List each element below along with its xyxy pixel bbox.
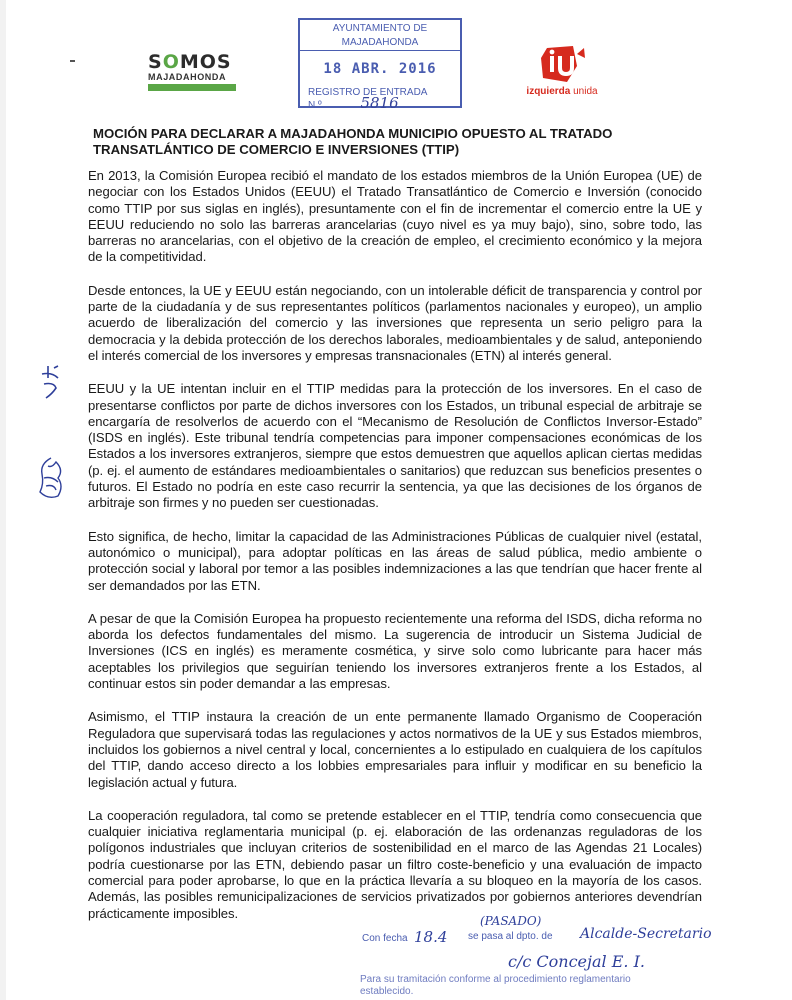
motion-title: MOCIÓN PARA DECLARAR A MAJADAHONDA MUNICIPIO OPUESTO AL TRATADO TRANSATLÁNTICO DE COMERCIO E INVERSIONES (TTIP) — [93, 126, 613, 157]
paragraph-6: Asimismo, el TTIP instaura la creación de un ente permanente llamado Organismo de Cooperación Reguladora que supervisará todas las regulaciones y actos normativos de la UE y sus Estados miembros, incluidos los gobiernos a nivel central y local, concernientes a lo estipulado en cualquiera de los capítulos del TTIP, dando acceso directo a los lobbies empresariales para influir y modificar en su beneficio la legislación actual y futura. — [88, 709, 702, 790]
paragraph-3: EEUU y la UE intentan incluir en el TTIP medidas para la protección de los inversores. En el caso de presentarse conflictos por parte de dichos inversores con los Estados, un tribunal especial de arbitraje se encargaría de resolverlos de acuerdo con el “Mecanismo de Resolución de Conflictos Inversor-Estado” (ISDS en inglés). Este tribunal tendría competencias para imponer compensaciones económicas de los Estados a los inversores extranjeros, siempre que estos demuestren que aquellos aplican ciertas medidas (p. ej. el aumento de estándares medioambientales o sanitarios) que reduzcan sus beneficios presentes o futuros. El Estado no podría en este caso recurrir la sentencia, ya que las decisiones de los órganos de arbitraje son firmes y no pueden ser cuestionadas. — [88, 381, 702, 511]
somos-logo-city: MAJADAHONDA — [148, 72, 227, 82]
registry-stamp — [298, 18, 462, 112]
footer-hand-cc: c/c Concejal E. I. — [508, 952, 645, 971]
iu-logo-caption: izquierda unida — [526, 86, 598, 97]
somos-logo-bar — [148, 84, 236, 91]
footer-hand-pasado: (PASADO) — [480, 914, 542, 928]
margin-signature-mark — [34, 456, 68, 502]
paragraph-7: La cooperación reguladora, tal como se pretende establecer en el TTIP, tendría como consecuencia que cualquier iniciativa reglamentaria municipal (p. ej. elaboración de las ordenanzas reguladoras de los polígonos industriales que incluyan criterios de sostenibilidad en el marco de las Agendas 21 Locales) podría cuestionarse por las ETN, debiendo pasar un filtro coste-beneficio y una evaluación de impacto comercial para poder aprobarse, lo que en la práctica llevaría a su bloqueo en la mayoría de los casos. Además, las posibles remunicipalizaciones de servicios privatizados por gobiernos anteriores devendrían prácticamente imposibles. — [88, 807, 702, 921]
footer-hand-recipient: Alcalde-Secretario — [580, 926, 712, 942]
stamp-register-label: REGISTRO DE ENTRADA — [308, 87, 428, 98]
paragraph-1: En 2013, la Comisión Europea recibió el mandato de los estados miembros de la Unión Europea (UE) de negociar con los Estados Unidos (EEUU) el Tratado Transatlántico de Comercio e Inversión (conocido como TTIP por sus siglas en inglés), presuntamente con el fin de incrementar el comercio entre la UE y EEUU reduciendo no solo las barreras arancelarias (cuyo nivel es ya muy bajo), sino, sobre todo, las barreras no arancelarias, con el objetivo de la creación de empleo, el crecimiento económico y la mejora de la competitividad. — [88, 168, 702, 265]
scan-speck — [70, 60, 75, 62]
footer-stamp-prefix: Con fecha — [362, 933, 408, 944]
stamp-number-value: 5816 — [360, 94, 399, 112]
izquierda-unida-logo — [522, 44, 602, 97]
stamp-number-row — [300, 94, 460, 112]
stamp-number-label: N.º — [308, 100, 322, 111]
margin-initials-mark — [38, 364, 64, 400]
footer-stamp-dept: se pasa al dpto. de — [468, 931, 553, 942]
somos-logo-name: SOMOS — [148, 51, 232, 73]
footer-stamp-established: establecido. — [360, 986, 414, 997]
scan-edge — [0, 0, 6, 1000]
footer-hand-date: 18.4 — [414, 928, 448, 946]
somos-majadahonda-logo — [148, 52, 244, 91]
motion-body — [88, 168, 702, 939]
footer-stamp-procedure: Para su tramitación conforme al procedimiento reglamentario — [360, 974, 631, 985]
stamp-municipality: AYUNTAMIENTO DE MAJADAHONDA — [300, 20, 460, 51]
paragraph-5: A pesar de que la Comisión Europea ha propuesto recientemente una reforma del ISDS, dicha reforma no aborda los defectos fundamentales del mismo. La sugerencia de introducir un Sistema Judicial de Inversiones (ICS en inglés) es meramente cosmética, y sirve solo como lubricante para hacer más aceptables los privilegios que seguirían teniendo los inversores extranjeros frente a los Estados, al continuar estos sin poder demandar a las empresas. — [88, 610, 702, 692]
paragraph-2: Desde entonces, la UE y EEUU están negociando, con un intolerable déficit de transparencia y control por parte de la ciudadanía y de sus representantes políticos (parlamentos nacionales y europeo), un amplio acuerdo de liberalización del comercio y las inversiones que representa un serio peligro para la democracia y la debida protección de los derechos laborales, medioambientales y de salud, anteponiendo el interés comercial de los inversores y empresas transnacionales (ETN) al interés general. — [88, 282, 702, 363]
iu-logo-mark — [537, 44, 587, 84]
paragraph-4: Esto significa, de hecho, limitar la capacidad de las Administraciones Públicas de cualquier nivel (estatal, autonómico o municipal), para adoptar políticas en las áreas de salud pública, medio ambiente o protección social y laboral por temor a las posibles indemnizaciones a las que tendrían que hacer frente al ser demandados por las ETN. — [88, 528, 702, 593]
stamp-date: 18 ABR. 2016 — [323, 61, 437, 77]
